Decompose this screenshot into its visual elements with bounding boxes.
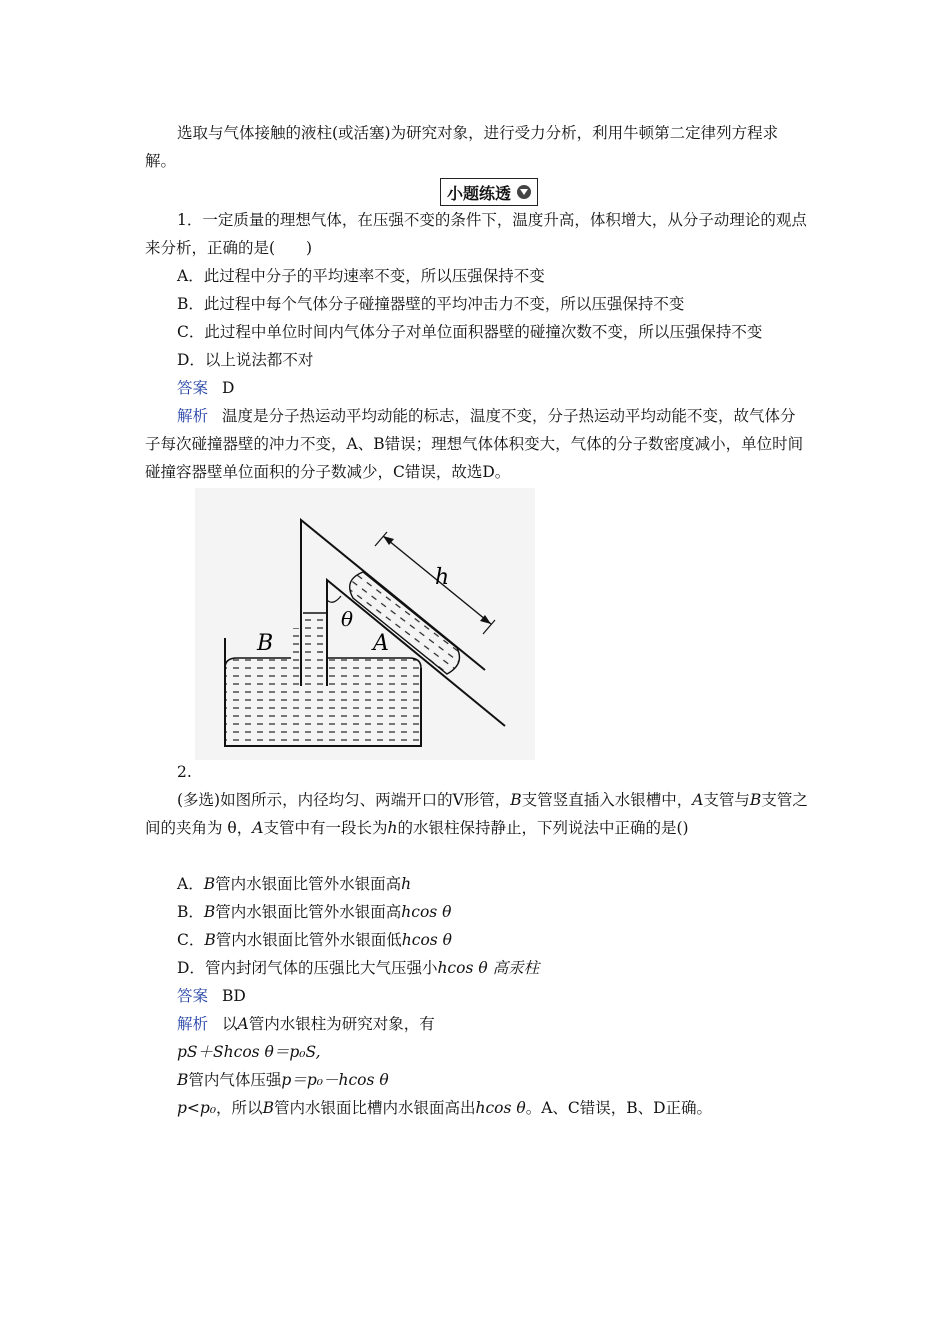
q2-number: 2. (177, 763, 192, 781)
q2-option-b: B．B管内水银面比管外水银面高hcos θ (177, 903, 452, 921)
q2-stem: (多选)如图所示，内径均匀、两端开口的V形管，B支管竖直插入水银槽中，A支管与B支管之间的夹角为 θ，A支管中有一段长为h的水银柱保持静止，下列说法中正确的是() (145, 791, 808, 837)
label-h: h (435, 565, 450, 590)
analysis-text: 温度是分子热运动平均动能的标志，温度不变，分子热运动平均动能不变，故气体分子每次碰撞器壁的冲力不变，A、B错误；理想气体体积变大，气体的分子数密度减小，单位时间碰撞容器壁单位面积的分子数减少，C错误，故选D。 (145, 407, 804, 481)
intro-paragraph: 选取与气体接触的液柱(或活塞)为研究对象，进行受力分析，利用牛顿第二定律列方程求解。 (145, 124, 779, 170)
label-b: B (257, 631, 274, 656)
answer-value: BD (222, 987, 246, 1005)
label-a: A (373, 631, 389, 656)
q1-option-b: B．此过程中每个气体分子碰撞器壁的平均冲击力不变，所以压强保持不变 (177, 295, 685, 313)
analysis-label: 解析 (177, 1015, 209, 1033)
q2-analysis-line4: p<p₀，所以B管内水银面比槽内水银面高出hcos θ。A、C错误，B、D正确。 (177, 1099, 713, 1117)
label-theta: θ (341, 607, 354, 631)
v-tube-diagram (195, 488, 535, 760)
section-title (440, 178, 538, 206)
q2-analysis-line2: pS＋Shcos θ＝p₀S, (177, 1043, 321, 1061)
q1-stem: 1．一定质量的理想气体，在压强不变的条件下，温度升高，体积增大，从分子动理论的观点来分析，正确的是( ) (145, 211, 807, 257)
q1-analysis (145, 402, 808, 486)
q1-option-d: D．以上说法都不对 (177, 351, 314, 369)
q2-analysis-line3: B管内气体压强p＝p₀－hcos θ (177, 1071, 389, 1089)
answer-label: 答案 (177, 379, 209, 397)
analysis-label: 解析 (177, 407, 209, 425)
q2-answer (177, 982, 246, 1010)
theta-arc (327, 596, 341, 602)
answer-label: 答案 (177, 987, 209, 1005)
q1-option-c: C．此过程中单位时间内气体分子对单位面积器壁的碰撞次数不变，所以压强保持不变 (177, 323, 763, 341)
answer-value: D (222, 379, 235, 397)
section-title-text: 小题练透 (447, 183, 512, 203)
q2-analysis-line1: 解析 以A管内水银柱为研究对象，有 (177, 1015, 435, 1033)
q2-option-c: C．B管内水银面比管外水银面低hcos θ (177, 931, 452, 949)
q2-option-a: A．B管内水银面比管外水银面高h (177, 875, 412, 893)
b-tube-mercury (303, 613, 327, 658)
q2-option-d: D．管内封闭气体的压强比大气压强小hcos θ 高汞柱 (177, 959, 540, 977)
q1-option-a: A．此过程中分子的平均速率不变，所以压强保持不变 (177, 267, 545, 285)
v-tube-figure (195, 488, 535, 760)
q1-answer (177, 374, 234, 402)
chevron-down-icon (517, 185, 531, 199)
